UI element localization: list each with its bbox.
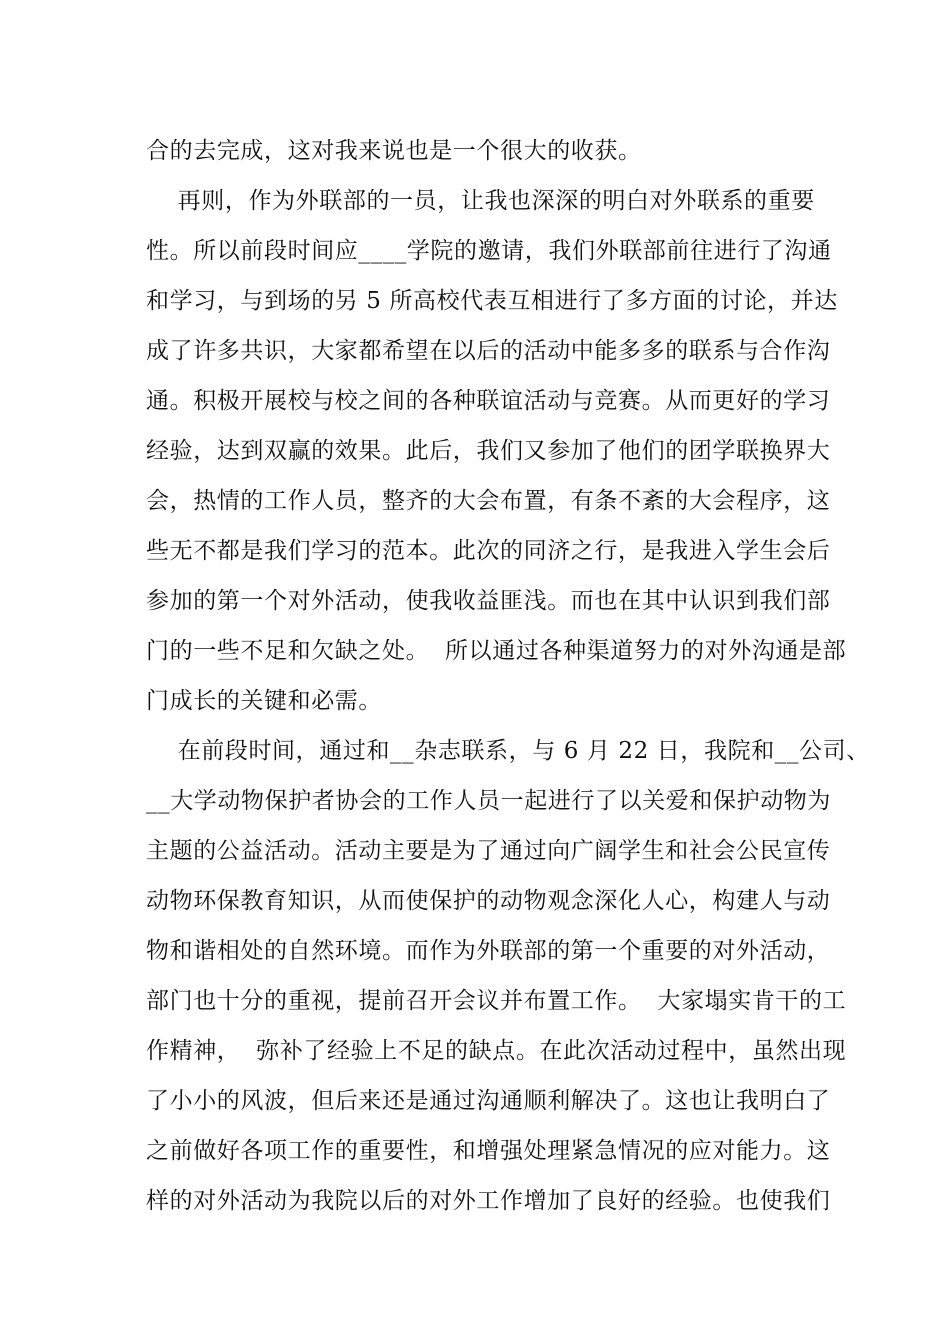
- text-line: 经验，达到双赢的效果。此后，我们又参加了他们的团学联换界大: [146, 438, 831, 464]
- text-line: 动物环保教育知识，从而使保护的动物观念深化人心，构建人与动: [146, 888, 831, 914]
- text-line: 性。所以前段时间应____学院的邀请，我们外联部前往进行了沟通: [146, 238, 832, 264]
- text-line: 通。积极开展校与校之间的各种联谊活动与竞赛。从而更好的学习: [146, 388, 831, 414]
- text-line: 会，热情的工作人员，整齐的大会布置，有条不紊的大会程序，这: [146, 488, 831, 514]
- text-line: 些无不都是我们学习的范本。此次的同济之行，是我进入学生会后: [146, 538, 831, 564]
- text-line: 样的对外活动为我院以后的对外工作增加了良好的经验。也使我们: [146, 1188, 831, 1214]
- text-line: 部门也十分的重视，提前召开会议并布置工作。 大家塌实肯干的工: [146, 988, 847, 1014]
- text-line: 成了许多共识，大家都希望在以后的活动中能多多的联系与合作沟: [146, 338, 831, 364]
- text-line: __大学动物保护者协会的工作人员一起进行了以关爱和保护动物为: [146, 788, 831, 814]
- text-line: 合的去完成，这对我来说也是一个很大的收获。: [146, 138, 642, 164]
- text-line: 了小小的风波，但后来还是通过沟通顺利解决了。这也让我明白了: [146, 1088, 831, 1114]
- text-line: 和学习，与到场的另 5 所高校代表互相进行了多方面的讨论，并达: [146, 288, 838, 314]
- text-line: 门的一些不足和欠缺之处。 所以通过各种渠道努力的对外沟通是部: [146, 638, 847, 664]
- text-line: 参加的第一个对外活动，使我收益匪浅。而也在其中认识到我们部: [146, 588, 831, 614]
- text-line: 之前做好各项工作的重要性，和增强处理紧急情况的应对能力。这: [146, 1138, 831, 1164]
- text-line: 在前段时间，通过和__杂志联系，与 6 月 22 日，我院和__公司、: [146, 738, 870, 764]
- text-line: 再则，作为外联部的一员，让我也深深的明白对外联系的重要: [146, 188, 815, 214]
- text-line: 作精神， 弥补了经验上不足的缺点。在此次活动过程中，虽然出现: [146, 1038, 847, 1064]
- text-line: 物和谐相处的自然环境。而作为外联部的第一个重要的对外活动，: [146, 938, 831, 964]
- text-line: 门成长的关键和必需。: [146, 688, 382, 714]
- text-line: 主题的公益活动。活动主要是为了通过向广阔学生和社会公民宣传: [146, 838, 831, 864]
